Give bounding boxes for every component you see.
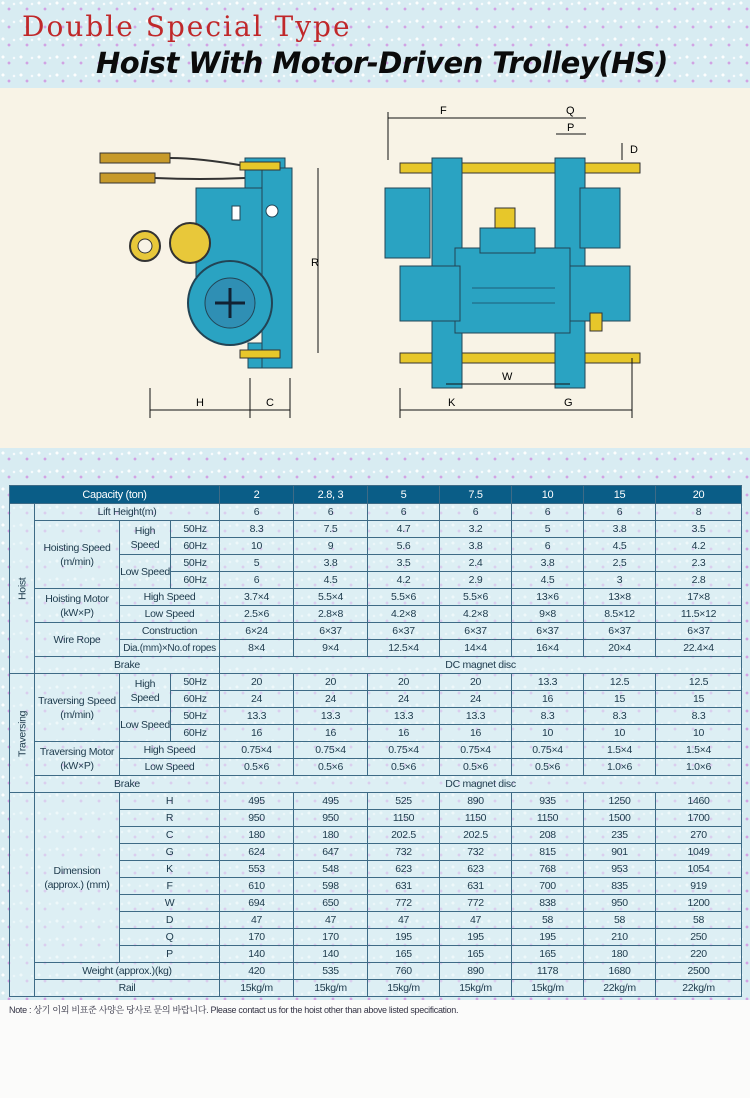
rail-top	[240, 162, 280, 170]
hoist-motor	[400, 266, 460, 321]
dimension-row	[10, 912, 742, 929]
hoisting-motor-row	[10, 606, 742, 623]
value-cell: 170	[220, 929, 294, 946]
weight-row	[10, 963, 742, 980]
dimension-key: F	[120, 878, 220, 895]
value-cell: 24	[440, 691, 512, 708]
value-cell: 165	[440, 946, 512, 963]
traversing-motor-row	[10, 759, 742, 776]
dim-label-g: G	[564, 397, 573, 409]
frequency-label: 50Hz	[171, 708, 220, 725]
value-cell: 6×37	[294, 623, 368, 640]
value-cell: 2.8×8	[294, 606, 368, 623]
value-cell: 15	[584, 691, 656, 708]
value-cell: 10	[220, 538, 294, 555]
value-cell: 4.2×8	[368, 606, 440, 623]
value-cell: 835	[584, 878, 656, 895]
value-cell: 6×37	[440, 623, 512, 640]
value-cell: 5.5×6	[440, 589, 512, 606]
value-cell: 1054	[656, 861, 742, 878]
value-cell: 553	[220, 861, 294, 878]
value-cell: 6	[512, 504, 584, 521]
value-cell: 4.2×8	[440, 606, 512, 623]
value-cell: 47	[440, 912, 512, 929]
value-cell: 8.3	[656, 708, 742, 725]
value-cell: 495	[220, 793, 294, 810]
dimension-row	[10, 810, 742, 827]
hook-block-front	[480, 228, 535, 253]
value-cell: 1700	[656, 810, 742, 827]
value-cell: 12.5×4	[368, 640, 440, 657]
value-cell: 2.8, 3	[294, 486, 368, 504]
value-cell: 180	[220, 827, 294, 844]
wire-rope-row	[10, 623, 742, 640]
dim-label-d: D	[630, 144, 638, 156]
value-cell: 772	[368, 895, 440, 912]
value-cell: 195	[512, 929, 584, 946]
value-cell: 0.75×4	[294, 742, 368, 759]
dimension-row	[10, 895, 742, 912]
value-cell: 2.5×6	[220, 606, 294, 623]
value-cell: 15kg/m	[512, 980, 584, 997]
value-cell: 165	[512, 946, 584, 963]
value-cell: 13.3	[294, 708, 368, 725]
value-cell: 8.3	[220, 521, 294, 538]
value-cell: 4.5	[512, 572, 584, 589]
value-cell: 1500	[584, 810, 656, 827]
value-cell: 6×37	[368, 623, 440, 640]
value-cell: 732	[440, 844, 512, 861]
dimension-key: H	[120, 793, 220, 810]
value-cell: 3.8	[440, 538, 512, 555]
value-cell: 12.5	[584, 674, 656, 691]
value-cell: 16	[512, 691, 584, 708]
dimension-label: Dimension (approx.) (mm)	[35, 793, 120, 963]
wire-rope-label: Wire Rope	[35, 623, 120, 657]
value-cell: 772	[440, 895, 512, 912]
value-cell: 2500	[656, 963, 742, 980]
low-speed-label: Low Speed	[120, 759, 220, 776]
value-cell: 2.8	[656, 572, 742, 589]
value-cell: 20	[294, 674, 368, 691]
hoisting-motor-row	[10, 589, 742, 606]
value-cell: 650	[294, 895, 368, 912]
footnote: Note : 상기 이외 비표준 사양은 당사로 문의 바랍니다. Please contact us for the hoist other than above listed specification.	[9, 1005, 459, 1015]
traverse-motor-right	[580, 188, 620, 248]
traversing-speed-row	[10, 708, 742, 725]
value-cell: 0.5×6	[512, 759, 584, 776]
value-cell: 623	[440, 861, 512, 878]
dimension-key: D	[120, 912, 220, 929]
frequency-label: 60Hz	[171, 691, 220, 708]
value-cell: 16	[294, 725, 368, 742]
value-cell: 170	[294, 929, 368, 946]
value-cell: 732	[368, 844, 440, 861]
dim-label-p: P	[567, 122, 575, 134]
capacity-header: Capacity (ton)	[10, 486, 220, 504]
pendant-cable-upper	[100, 153, 170, 163]
dim-label-w: W	[502, 371, 513, 383]
value-cell: 5	[368, 486, 440, 504]
front-view	[385, 105, 640, 418]
value-cell: 13.3	[220, 708, 294, 725]
dimension-key: P	[120, 946, 220, 963]
value-cell: 6	[512, 538, 584, 555]
value-cell: 838	[512, 895, 584, 912]
value-cell: 8	[656, 504, 742, 521]
value-cell: 11.5×12	[656, 606, 742, 623]
value-cell: 220	[656, 946, 742, 963]
value-cell: 15	[584, 486, 656, 504]
value-cell: 631	[368, 878, 440, 895]
value-cell: 1150	[368, 810, 440, 827]
value-cell: 9×8	[512, 606, 584, 623]
value-cell: 15kg/m	[220, 980, 294, 997]
value-cell: 58	[656, 912, 742, 929]
value-cell: 700	[512, 878, 584, 895]
dim-label-f: F	[440, 105, 447, 117]
value-cell: 1680	[584, 963, 656, 980]
value-cell: 12.5	[656, 674, 742, 691]
header-row	[10, 486, 742, 504]
hoist-drum	[455, 248, 570, 333]
value-cell: 1.0×6	[584, 759, 656, 776]
value-cell: 5	[512, 521, 584, 538]
subtitle: Double Special Type	[22, 10, 352, 43]
value-cell: 5.6	[368, 538, 440, 555]
value-cell: 4.7	[368, 521, 440, 538]
value-cell: 6	[440, 504, 512, 521]
value-cell: 950	[584, 895, 656, 912]
value-cell: 935	[512, 793, 584, 810]
dimension-row	[10, 861, 742, 878]
value-cell: 3.5	[656, 521, 742, 538]
value-cell: 210	[584, 929, 656, 946]
dimension-row	[10, 946, 742, 963]
value-cell: 3.8	[584, 521, 656, 538]
value-cell: 16	[368, 725, 440, 742]
value-cell: 13×8	[584, 589, 656, 606]
value-cell: 15kg/m	[440, 980, 512, 997]
value-cell: 16	[220, 725, 294, 742]
lift-height-label: Lift Height(m)	[35, 504, 220, 521]
value-cell: 890	[440, 793, 512, 810]
rail-row	[10, 980, 742, 997]
brake-label: Brake	[35, 657, 220, 674]
value-cell: 1250	[584, 793, 656, 810]
value-cell: 0.5×6	[294, 759, 368, 776]
brake-row	[10, 776, 742, 793]
value-cell: 420	[220, 963, 294, 980]
value-cell: 815	[512, 844, 584, 861]
value-cell: 2.3	[656, 555, 742, 572]
value-cell: 10	[584, 725, 656, 742]
value-cell: 1200	[656, 895, 742, 912]
dim-label-k: K	[448, 397, 456, 409]
value-cell: 13×6	[512, 589, 584, 606]
value-cell: 4.2	[368, 572, 440, 589]
value-cell: 24	[294, 691, 368, 708]
high-speed-label: High Speed	[120, 674, 171, 708]
dimension-row	[10, 929, 742, 946]
value-cell: 16	[440, 725, 512, 742]
value-cell: 768	[512, 861, 584, 878]
value-cell: 235	[584, 827, 656, 844]
traversing-group-label: Traversing	[10, 674, 35, 793]
rail-label: Rail	[35, 980, 220, 997]
value-cell: 24	[368, 691, 440, 708]
value-cell: 13.3	[512, 674, 584, 691]
value-cell: 953	[584, 861, 656, 878]
value-cell: 10	[512, 486, 584, 504]
value-cell: 6	[584, 504, 656, 521]
value-cell: 5.5×6	[368, 589, 440, 606]
dim-label-q: Q	[566, 105, 575, 117]
frequency-label: 50Hz	[171, 674, 220, 691]
value-cell: 623	[368, 861, 440, 878]
value-cell: 598	[294, 878, 368, 895]
value-cell: 3.7×4	[220, 589, 294, 606]
brake-label: Brake	[35, 776, 220, 793]
value-cell: 165	[368, 946, 440, 963]
value-cell: 950	[220, 810, 294, 827]
dimension-key: Q	[120, 929, 220, 946]
value-cell: 20	[656, 486, 742, 504]
value-cell: 6	[294, 504, 368, 521]
value-cell: 3.8	[294, 555, 368, 572]
value-cell: 195	[440, 929, 512, 946]
dim-label-h: H	[196, 397, 204, 409]
value-cell: 58	[584, 912, 656, 929]
value-cell: 15kg/m	[294, 980, 368, 997]
product-drawing	[0, 88, 750, 448]
value-cell: 15	[656, 691, 742, 708]
brake-value: DC magnet disc	[220, 657, 742, 674]
value-cell: 3.8	[512, 555, 584, 572]
value-cell: 17×8	[656, 589, 742, 606]
dimension-key: K	[120, 861, 220, 878]
value-cell: 495	[294, 793, 368, 810]
value-cell: 250	[656, 929, 742, 946]
value-cell: 2.4	[440, 555, 512, 572]
low-speed-label: Low Speed	[120, 555, 171, 589]
value-cell: 270	[656, 827, 742, 844]
value-cell: 0.75×4	[512, 742, 584, 759]
value-cell: 195	[368, 929, 440, 946]
spec-table-body	[10, 486, 742, 997]
value-cell: 1178	[512, 963, 584, 980]
value-cell: 548	[294, 861, 368, 878]
value-cell: 890	[440, 963, 512, 980]
hoist-drawing-svg	[0, 88, 750, 448]
value-cell: 15kg/m	[368, 980, 440, 997]
value-cell: 7.5	[440, 486, 512, 504]
low-speed-label: Low Speed	[120, 606, 220, 623]
high-speed-label: High Speed	[120, 521, 171, 555]
value-cell: 3	[584, 572, 656, 589]
value-cell: 760	[368, 963, 440, 980]
value-cell: 140	[294, 946, 368, 963]
value-cell: 624	[220, 844, 294, 861]
value-cell: 6×37	[512, 623, 584, 640]
value-cell: 2	[220, 486, 294, 504]
value-cell: 6×37	[584, 623, 656, 640]
value-cell: 22kg/m	[584, 980, 656, 997]
value-cell: 919	[656, 878, 742, 895]
value-cell: 1.5×4	[584, 742, 656, 759]
value-cell: 24	[220, 691, 294, 708]
value-cell: 20	[440, 674, 512, 691]
hoisting-motor-label: Hoisting Motor (kW×P)	[35, 589, 120, 623]
value-cell: 694	[220, 895, 294, 912]
value-cell: 6×37	[656, 623, 742, 640]
value-cell: 47	[368, 912, 440, 929]
dim-label-r: R	[311, 257, 319, 269]
value-cell: 9×4	[294, 640, 368, 657]
spec-table	[9, 485, 742, 997]
value-cell: 0.5×6	[368, 759, 440, 776]
dimension-group-spacer	[10, 793, 35, 997]
hoisting-speed-row	[10, 555, 742, 572]
traverse-motor-left	[385, 188, 430, 258]
hoisting-speed-row	[10, 521, 742, 538]
value-cell: 208	[512, 827, 584, 844]
value-cell: 13.3	[440, 708, 512, 725]
value-cell: 3.2	[440, 521, 512, 538]
value-cell: 1460	[656, 793, 742, 810]
value-cell: 58	[512, 912, 584, 929]
dimension-row	[10, 844, 742, 861]
frequency-label: 60Hz	[171, 538, 220, 555]
value-cell: 5	[220, 555, 294, 572]
value-cell: 6×24	[220, 623, 294, 640]
value-cell: 180	[584, 946, 656, 963]
value-cell: 8.3	[512, 708, 584, 725]
value-cell: 1049	[656, 844, 742, 861]
value-cell: 10	[656, 725, 742, 742]
pendant-cable-lower	[100, 173, 155, 183]
weight-label: Weight (approx.)(kg)	[35, 963, 220, 980]
dim-label-c: C	[266, 397, 274, 409]
frequency-label: 50Hz	[171, 521, 220, 538]
lift-height-row	[10, 504, 742, 521]
value-cell: 10	[512, 725, 584, 742]
value-cell: 1150	[440, 810, 512, 827]
dimension-key: W	[120, 895, 220, 912]
value-cell: 1.5×4	[656, 742, 742, 759]
frequency-label: 60Hz	[171, 725, 220, 742]
hook-block	[170, 223, 210, 263]
value-cell: 140	[220, 946, 294, 963]
value-cell: 6	[368, 504, 440, 521]
value-cell: 2.9	[440, 572, 512, 589]
side-frame	[262, 168, 292, 368]
dimension-key: R	[120, 810, 220, 827]
value-cell: 47	[294, 912, 368, 929]
traversing-motor-row	[10, 742, 742, 759]
value-cell: 20	[368, 674, 440, 691]
spec-table-wrapper	[9, 485, 741, 997]
value-cell: 20×4	[584, 640, 656, 657]
low-speed-label: Low Speed	[120, 708, 171, 742]
dia-label: Dia.(mm)×No.of ropes	[120, 640, 220, 657]
wire-rope-row	[10, 640, 742, 657]
value-cell: 950	[294, 810, 368, 827]
high-speed-label: High Speed	[120, 589, 220, 606]
value-cell: 901	[584, 844, 656, 861]
traversing-speed-label: Traversing Speed (m/min)	[35, 674, 120, 742]
value-cell: 47	[220, 912, 294, 929]
value-cell: 6	[220, 572, 294, 589]
value-cell: 3.5	[368, 555, 440, 572]
dimension-row	[10, 827, 742, 844]
frequency-label: 50Hz	[171, 555, 220, 572]
value-cell: 22kg/m	[656, 980, 742, 997]
dimension-key: C	[120, 827, 220, 844]
side-view	[100, 153, 319, 418]
value-cell: 610	[220, 878, 294, 895]
value-cell: 0.5×6	[440, 759, 512, 776]
high-speed-label: High Speed	[120, 742, 220, 759]
dimension-row	[10, 793, 742, 810]
value-cell: 2.5	[584, 555, 656, 572]
traversing-motor-label: Traversing Motor (kW×P)	[35, 742, 120, 776]
value-cell: 647	[294, 844, 368, 861]
value-cell: 535	[294, 963, 368, 980]
value-cell: 6	[220, 504, 294, 521]
value-cell: 8.3	[584, 708, 656, 725]
hoist-group-label: Hoist	[10, 504, 35, 674]
value-cell: 22.4×4	[656, 640, 742, 657]
dimension-row	[10, 878, 742, 895]
hoisting-speed-label: Hoisting Speed (m/min)	[35, 521, 120, 589]
value-cell: 8.5×12	[584, 606, 656, 623]
value-cell: 631	[440, 878, 512, 895]
value-cell: 525	[368, 793, 440, 810]
value-cell: 13.3	[368, 708, 440, 725]
brake-value: DC magnet disc	[220, 776, 742, 793]
frequency-label: 60Hz	[171, 572, 220, 589]
value-cell: 16×4	[512, 640, 584, 657]
value-cell: 0.75×4	[440, 742, 512, 759]
value-cell: 180	[294, 827, 368, 844]
value-cell: 8×4	[220, 640, 294, 657]
page-title: Hoist With Motor-Driven Trolley(HS)	[96, 46, 668, 80]
rail-bottom	[240, 350, 280, 358]
value-cell: 4.5	[584, 538, 656, 555]
value-cell: 0.75×4	[368, 742, 440, 759]
traversing-speed-row	[10, 674, 742, 691]
value-cell: 4.5	[294, 572, 368, 589]
value-cell: 0.75×4	[220, 742, 294, 759]
value-cell: 1.0×6	[656, 759, 742, 776]
value-cell: 20	[220, 674, 294, 691]
value-cell: 202.5	[440, 827, 512, 844]
construction-label: Construction	[120, 623, 220, 640]
value-cell: 7.5	[294, 521, 368, 538]
value-cell: 1150	[512, 810, 584, 827]
value-cell: 0.5×6	[220, 759, 294, 776]
value-cell: 4.2	[656, 538, 742, 555]
dimension-key: G	[120, 844, 220, 861]
value-cell: 202.5	[368, 827, 440, 844]
brake-row	[10, 657, 742, 674]
value-cell: 5.5×4	[294, 589, 368, 606]
value-cell: 9	[294, 538, 368, 555]
value-cell: 14×4	[440, 640, 512, 657]
